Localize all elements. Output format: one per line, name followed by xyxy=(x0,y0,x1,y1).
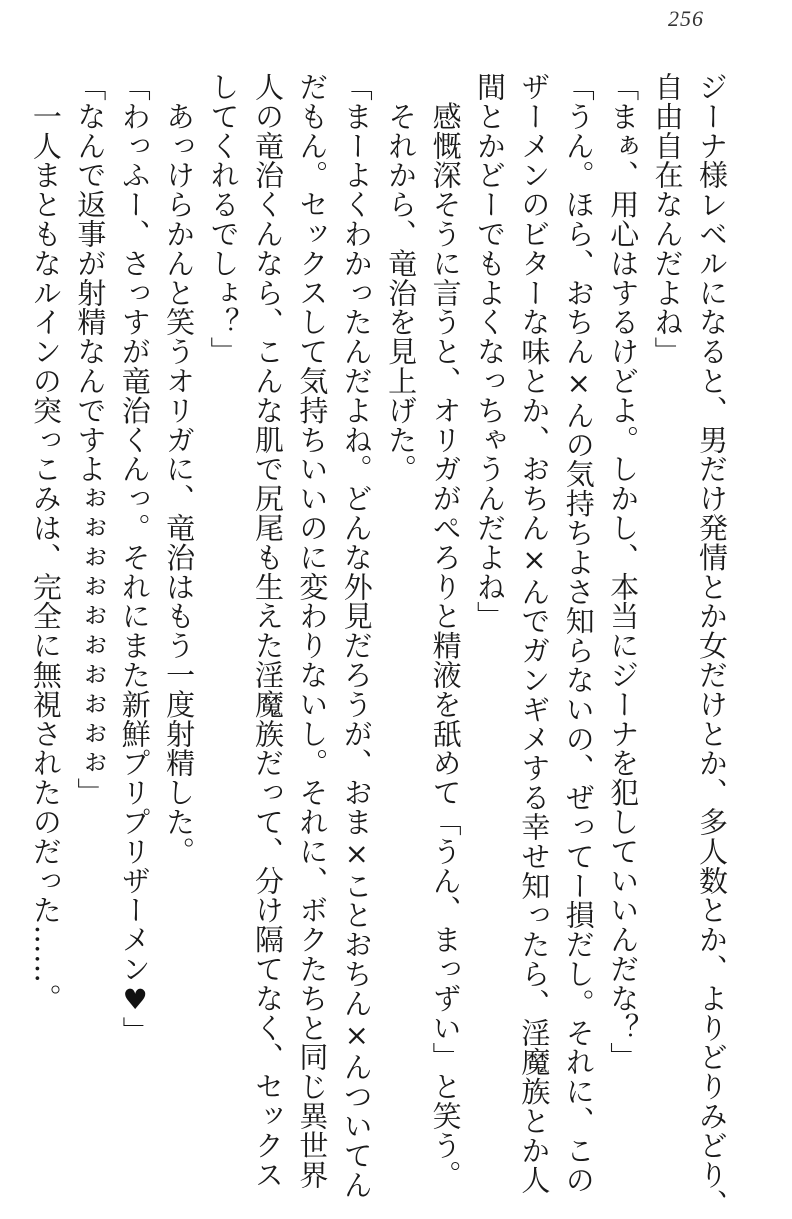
text-line: ジーナ様レベルになると、男だけ発情とか女だけとか、多人数とか、よりどりみどり、 xyxy=(695,72,729,1219)
text-line: 感慨深そうに言うと、オリガがぺろりと精液を舐めて「うん、まっずい」と笑う。 xyxy=(428,72,463,1190)
text-line: 「うん。ほら、おちん×んの気持ちよさ知らないの、ぜってー損だし。それに、この xyxy=(561,72,596,1195)
text-line: 人の竜治くんなら、こんな肌で尻尾も生えた淫魔族だって、分け隔てなく、セックス xyxy=(250,72,285,1190)
text-line-content: 「わっふー、さっすが竜治くんっ。それにまた新鮮プリプリザーメン xyxy=(117,72,152,984)
text-line: それから、竜治を見上げた。 xyxy=(384,72,419,484)
text-line: ザーメンのビターな味とか、おちん×んでガンギメする幸せ知ったら、淫魔族とか人 xyxy=(517,72,552,1195)
text-line: 「まぁ、用心はするけどよ。しかし、本当にジーナを犯していいんだな？」 xyxy=(606,72,641,1072)
text-line: だもん。セックスして気持ちいいのに変わりないし。それに、ボクたちと同じ異世界 xyxy=(295,72,330,1190)
text-line: 「まーよくわかったんだよね。どんな外見だろうが、おま×ことおちん×んついてん xyxy=(339,72,374,1200)
text-line: 一人まともなルインの突っこみは、完全に無視されたのだった……。 xyxy=(28,72,63,1013)
page-number: 256 xyxy=(668,6,704,31)
text-line-with-heart xyxy=(112,72,156,1182)
text-line: してくれるでしょ？」 xyxy=(206,72,241,366)
text-line: 自由自在なんだよね」 xyxy=(650,72,685,366)
heart-icon: ♥」 xyxy=(118,983,152,1046)
text-line: 「なんで返事が射精なんですよぉぉぉぉぉぉぉぉぉぉ」 xyxy=(73,72,108,807)
text-line: あっけらかんと笑うオリガに、竜治はもう一度射精した。 xyxy=(162,72,197,866)
vertical-text-body xyxy=(28,72,734,1219)
text-line: 間とかどーでもよくなっちゃうんだよね」 xyxy=(472,72,507,631)
